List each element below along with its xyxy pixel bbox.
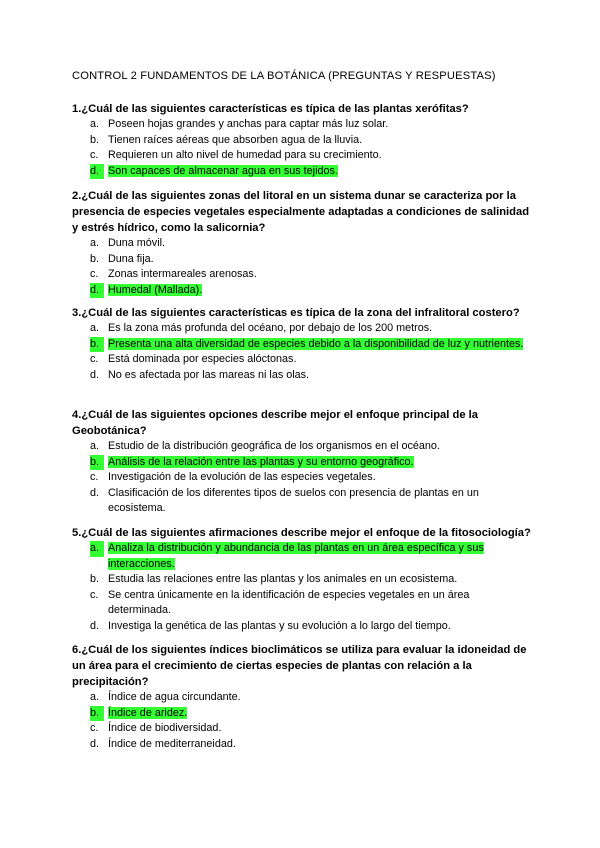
option-letter: a. — [90, 118, 100, 130]
option-text: Poseen hojas grandes y anchas para captar más luz solar. — [108, 118, 389, 130]
answer-option — [72, 439, 532, 455]
option-letter: a. — [90, 322, 100, 334]
option-letter: d. — [90, 619, 100, 632]
answer-option — [72, 721, 532, 737]
question-text: 4.¿Cuál de las siguientes opciones describe mejor el enfoque principal de la Geobotánica? — [72, 409, 478, 437]
option-text: Duna móvil. — [108, 237, 166, 249]
correct-answer-highlight: Presenta una alta diversidad de especies debido a la disponibilidad de luz y nutrientes. — [108, 337, 524, 350]
option-letter: d. — [90, 368, 100, 381]
option-text: Índice de biodiversidad. — [108, 722, 222, 735]
option-text: Zonas intermareales arenosas. — [108, 268, 257, 281]
option-text: Estudia las relaciones entre las plantas y los animales en un ecosistema. — [108, 573, 458, 586]
option-text: Tienen raíces aéreas que absorben agua de la lluvia. — [108, 133, 363, 146]
answer-option — [72, 486, 532, 517]
correct-answer-highlight: Análisis de la relación entre las plantas y su entorno geográfico. — [108, 455, 414, 468]
answer-options — [72, 439, 532, 517]
option-text: Es la zona más profunda del océano, por debajo de los 200 metros. — [108, 322, 433, 334]
answer-option — [72, 588, 532, 619]
correct-answer-highlight: Son capaces de almacenar agua en sus tejidos. — [108, 164, 338, 177]
option-letter: b. — [90, 252, 100, 265]
option-letter: b. — [90, 706, 104, 722]
answer-options — [72, 117, 532, 179]
answer-option-correct — [72, 455, 532, 471]
option-letter: b. — [90, 455, 104, 471]
answer-option — [72, 252, 532, 268]
option-letter: c. — [90, 268, 99, 281]
question-text: 3.¿Cuál de las siguientes características es típica de la zona del infralitoral costero? — [72, 307, 520, 319]
option-text: Se centra únicamente en la identificación de especies vegetales en un área determinada. — [108, 588, 470, 617]
answer-option-correct — [72, 706, 532, 722]
option-letter: d. — [90, 737, 100, 750]
question-2 — [72, 188, 532, 298]
answer-option — [72, 148, 532, 164]
answer-option-correct — [72, 283, 532, 299]
answer-option — [72, 352, 532, 368]
option-letter: b. — [90, 337, 104, 353]
option-text: No es afectada por las mareas ni las olas. — [108, 368, 310, 381]
option-text: Está dominada por especies alóctonas. — [108, 353, 297, 366]
option-letter: a. — [90, 237, 100, 249]
option-text: Índice de agua circundante. — [108, 691, 241, 703]
option-letter: c. — [90, 471, 99, 484]
option-letter: d. — [90, 486, 100, 499]
option-letter: a. — [90, 440, 100, 452]
answer-options — [72, 690, 532, 752]
option-letter: a. — [90, 691, 100, 703]
option-letter: b. — [90, 573, 100, 586]
answer-option — [72, 236, 532, 252]
answer-option — [72, 470, 532, 486]
answer-option-correct — [72, 541, 532, 572]
correct-answer-highlight: Analiza la distribución y abundancia de las plantas en un área específica y sus interacciones. — [108, 542, 484, 570]
answer-option — [72, 619, 532, 635]
option-text: Investiga la genética de las plantas y su evolución a lo largo del tiempo. — [108, 619, 451, 632]
document-title: CONTROL 2 FUNDAMENTOS DE LA BOTÁNICA (PREGUNTAS Y RESPUESTAS) — [72, 70, 496, 82]
question-3 — [72, 305, 532, 383]
option-text: Índice de mediterraneidad. — [108, 737, 236, 750]
question-4 — [72, 407, 532, 517]
option-text: Requieren un alto nivel de humedad para su crecimiento. — [108, 149, 382, 162]
question-text: 2.¿Cuál de las siguientes zonas del litoral en un sistema dunar se caracteriza por la presencia de especies vegetales especialmente adaptadas a condiciones de salinidad y estrés hídrico, como la salicornia? — [72, 190, 530, 234]
answer-option — [72, 737, 532, 753]
question-text: 1.¿Cuál de las siguientes características es típica de las plantas xerófitas? — [72, 103, 469, 115]
answer-option — [72, 133, 532, 149]
option-text: Duna fija. — [108, 252, 154, 265]
answer-option-correct — [72, 337, 532, 353]
answer-option — [72, 117, 532, 133]
option-text: Investigación de la evolución de las especies vegetales. — [108, 471, 376, 484]
answer-option-correct — [72, 164, 532, 180]
answer-options — [72, 541, 532, 635]
answer-option — [72, 368, 532, 384]
answer-option — [72, 321, 532, 337]
option-letter: d. — [90, 283, 104, 299]
answer-option — [72, 572, 532, 588]
answer-option — [72, 690, 532, 706]
answer-options — [72, 236, 532, 298]
question-1 — [72, 101, 532, 179]
option-text: Estudio de la distribución geográfica de los organismos en el océano. — [108, 440, 440, 452]
answer-options — [72, 321, 532, 383]
question-text: 6.¿Cuál de los siguientes índices bioclimáticos se utiliza para evaluar la idoneidad de un área para el crecimiento de ciertas especies de plantas con relación a la precipitación? — [72, 644, 527, 688]
option-letter: a. — [90, 541, 104, 557]
question-text: 5.¿Cuál de las siguientes afirmaciones describe mejor el enfoque de la fitosociología? — [72, 527, 531, 539]
option-letter: c. — [90, 588, 99, 601]
option-letter: c. — [90, 722, 99, 735]
correct-answer-highlight: Índice de aridez. — [108, 706, 188, 719]
answer-option — [72, 267, 532, 283]
option-letter: d. — [90, 164, 104, 180]
option-letter: c. — [90, 149, 99, 162]
question-5 — [72, 525, 532, 635]
question-6 — [72, 642, 532, 752]
correct-answer-highlight: Humedal (Mallada). — [108, 283, 203, 296]
option-letter: b. — [90, 133, 100, 146]
option-letter: c. — [90, 353, 99, 366]
option-text: Clasificación de los diferentes tipos de suelos con presencia de plantas en un ecosistema. — [108, 486, 479, 515]
